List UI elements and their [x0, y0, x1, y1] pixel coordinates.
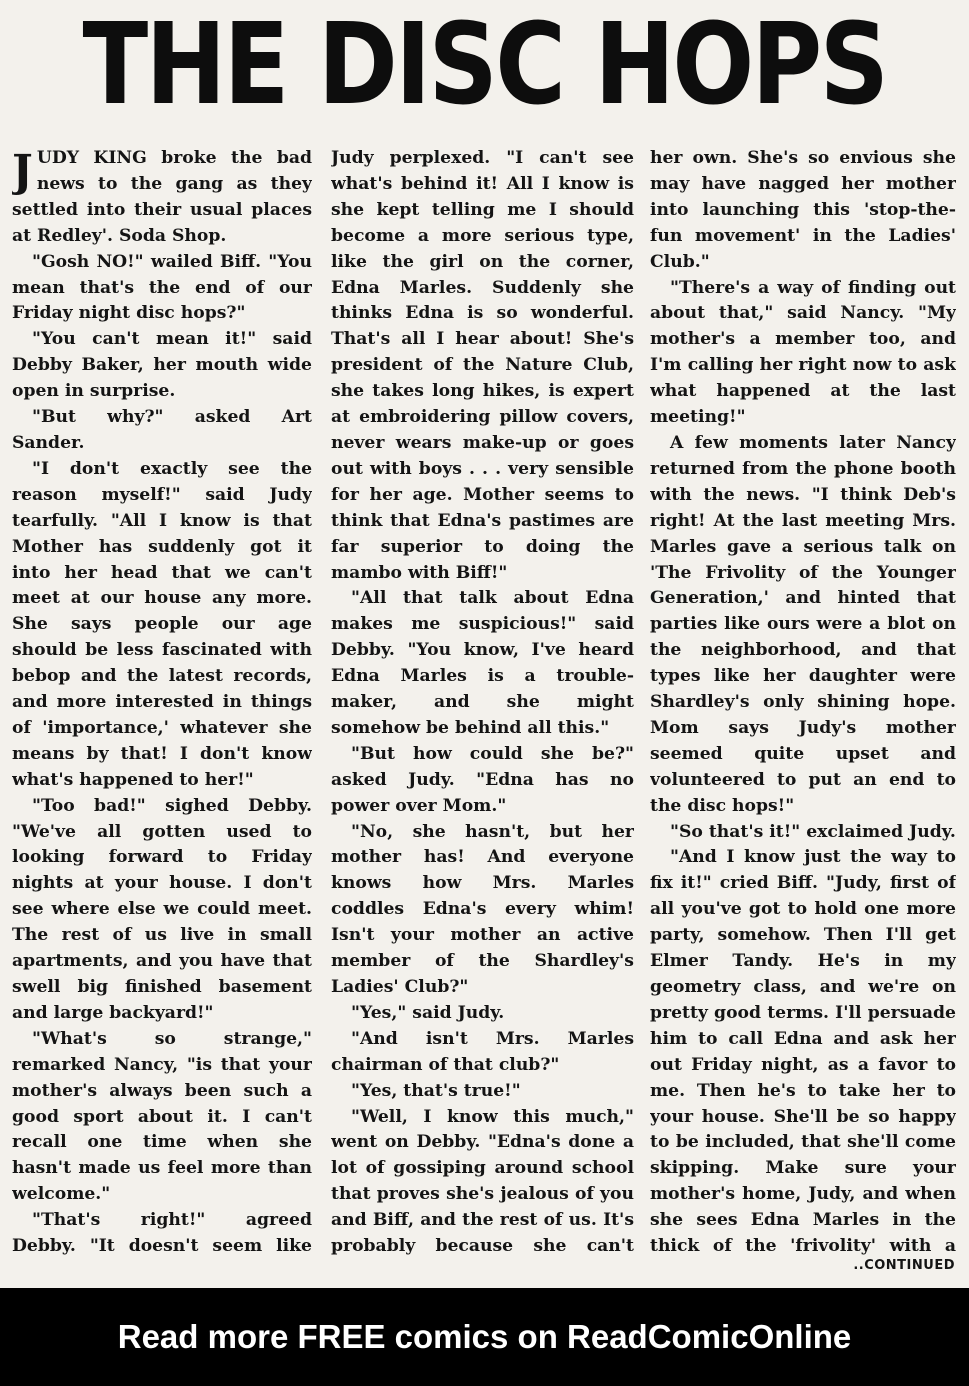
opening-paragraph — [12, 146, 312, 250]
opening-caps: UDY KING — [36, 148, 147, 168]
paragraph: Judy perplexed. "I can't see what's behind it! All I know is she kept telling me I should become a more serious type, like the girl on the corner, Edna Marles. Suddenly she thinks Edna is so wonderful. That's all I hear about! She's president of the Nature Club, she takes long hikes, is expert at embroidering pillow covers, never wears make-up or goes out with boys . . . very sensible for her age. Mother seems to think that Edna's pastimes are far superior to doing the mambo with Biff!" — [331, 148, 634, 583]
story-column-1 — [12, 146, 312, 1258]
paragraph: A few moments later Nancy returned from the phone booth with the news. "I think Deb's right! At the last meeting Mrs. Marles gave a serious talk on 'The Frivolity of the Younger Generation,' and hinted that parties like ours were a blot on the neighborhood, and that types like her daughter were Shardley's only shining hope. Mom says Judy's mother seemed quite upset and volunteered to put an end to the disc hops!" — [650, 432, 956, 816]
paragraph: her own. She's so envious she may have nagged her mother into launching this 'stop-the-fun movement' in the Ladies' Club." — [650, 148, 956, 272]
promo-banner[interactable] — [0, 1288, 969, 1386]
paragraph: "There's a way of finding out about that," said Nancy. "My mother's a member too, and I'm calling her right now to ask what happened at the last meeting!" — [650, 277, 956, 428]
paragraph: "But why?" asked Art Sander. — [12, 407, 312, 453]
paragraph: "You can't mean it!" said Debby Baker, her mouth wide open in surprise. — [12, 329, 312, 402]
paragraph: "What's so strange," remarked Nancy, "is that your mother's always been such a good sport about it. I can't recall one time when she hasn't made us feel more than welcome." — [12, 1028, 312, 1205]
paragraph: "That's right!" agreed Debby. "It doesn't seem like — [12, 1210, 312, 1257]
paragraph: "Too bad!" sighed Debby. "We've all gotten used to looking forward to Friday nights at your house. I don't see where else we could meet. The rest of us live in small apartments, and you have that swell big finished basement and large backyard!" — [12, 795, 312, 1023]
paragraph: "Yes, that's true!" — [351, 1080, 521, 1101]
paragraph: "Well, I know this much," went on Debby. "Edna's done a lot of gossiping around school that proves she's jealous of you and Biff, and the rest of us. It's probably because she can't — [331, 1106, 634, 1257]
paragraph: "But how could she be?" asked Judy. "Edna has no power over Mom." — [331, 743, 634, 816]
continued-label: ..CONTINUED — [853, 1258, 955, 1273]
paragraph: "And isn't Mrs. Marles chairman of that club?" — [331, 1028, 634, 1075]
paragraph: "I don't exactly see the reason myself!" said Judy tearfully. "All I know is that Mother has suddenly got it into her head that we can't meet at our house any more. She says people our age should be less fascinated with bebop and the latest records, and more interested in things of 'importance,' whatever she means by that! I don't know what's happened to her!" — [12, 458, 312, 790]
promo-banner-text[interactable]: Read more FREE comics on ReadComicOnline — [117, 1318, 852, 1355]
story-column-3 — [650, 146, 956, 1258]
paragraph: "Gosh NO!" wailed Biff. "You mean that's the end of our Friday night disc hops?" — [12, 251, 312, 324]
paragraph: "And I know just the way to fix it!" cried Biff. "Judy, first of all you've got to hold one more party, somehow. Then I'll get Elmer Tandy. He's in my geometry class, and we're on pretty good terms. I'll persuade him to call Edna and ask her out Friday night, as a favor to me. Then he's to take her to your house. She'll be so happy to be included, that she'll come skipping. Make sure your mother's home, Judy, and when she sees Edna Marles in the thick of the 'frivolity' with a — [650, 847, 956, 1257]
paragraph: "Yes," said Judy. — [351, 1002, 505, 1023]
drop-cap: J — [12, 146, 33, 197]
opening-text: broke the bad news to the gang as they settled into their usual places at Redley'. Soda Shop. — [12, 148, 312, 246]
paragraph: "No, she hasn't, but her mother has! And everyone knows how Mrs. Marles coddles Edna's every whim! Isn't your mother an active member of the Shardley's Ladies' Club?" — [331, 821, 634, 997]
paragraph: "All that talk about Edna makes me suspicious!" said Debby. "You know, I've heard Edna Marles is a trouble-maker, and she might somehow be behind all this." — [331, 588, 634, 738]
story-title: THE DISC HOPS — [82, 0, 887, 130]
paragraph: "So that's it!" exclaimed Judy. — [670, 821, 956, 842]
story-column-2 — [331, 146, 634, 1258]
